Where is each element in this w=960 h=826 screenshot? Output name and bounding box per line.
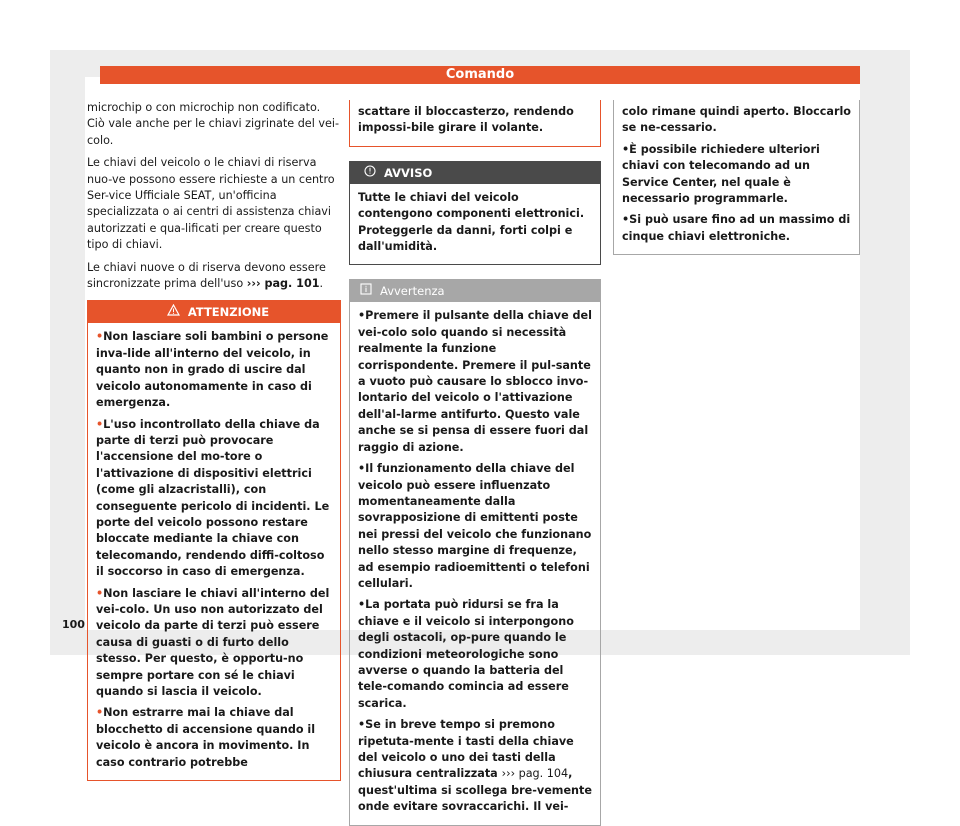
column-3 — [613, 100, 860, 255]
note-body — [350, 302, 600, 824]
warning-box-continued — [349, 100, 601, 147]
column-1 — [87, 100, 341, 781]
list-item: • È possibile richiedere ulteriori chiavi con telecomando ad un Service Center, nel quale è necessario programmarle. — [622, 142, 851, 208]
note-title: Avvertenza — [380, 284, 445, 299]
paragraph: Tutte le chiavi del veicolo contengono componenti elettronici. Proteggerle da danni, forti colpi e dall'umidità. — [358, 190, 585, 254]
note-box-continued — [613, 100, 860, 255]
list-item: • Non lasciare soli bambini o persone inva-lide all'interno del veicolo, in quanto non in grado di uscire dal veicolo autonomamente in caso di emergenza. — [96, 329, 332, 411]
warning-body-continued — [350, 100, 600, 146]
section-header: Comando — [100, 66, 860, 84]
page-reference-link[interactable]: ››› pag. 104 — [501, 767, 569, 781]
paragraph: microchip o con microchip non codificato. Ciò vale anche per le chiavi zigrinate del vei-colo. — [87, 101, 340, 147]
list-item: • L'uso incontrollato della chiave da parte di terzi può provocare l'accensione del mo-tore o l'attivazione di dispositivi elettrici (come gli alzacristalli), con conseguente pericolo di incidenti. Le porte del veicolo possono restare bloccate mediante la chiave con telecomando, rendendo diffi-coltoso il soccorso in caso di emergenza. — [96, 417, 332, 581]
warning-body — [88, 323, 340, 780]
notice-header — [350, 162, 600, 184]
paragraph: colo rimane quindi aperto. Bloccarlo se ne-cessario. — [622, 105, 851, 135]
list-item: • Premere il pulsante della chiave del vei-colo solo quando si necessità realmente la funzione corrispondente. Premere il pul-sante a vuoto può causare lo sblocco invo-lontario del veicolo o l'attivazione dell'al-larme antifurto. Questo vale anche se si pensa di essere fuori dal raggio di azione. — [358, 308, 592, 456]
warning-triangle-icon — [167, 301, 180, 323]
notice-box — [349, 161, 601, 266]
note-body-continued — [614, 100, 859, 254]
list-item: • Non lasciare le chiavi all'interno del vei-colo. Un uso non autorizzato del veicolo da parte di terzi può essere causa di guasti o di furto dello stesso. Per questo, è opportu-no sempre portare con sé le chiavi quando si lascia il veicolo. — [96, 586, 332, 701]
page-number: 100 — [62, 618, 85, 631]
paragraph: scattare il bloccasterzo, rendendo impossi-bile girare il volante. — [358, 105, 574, 135]
page-reference-link[interactable]: ››› pag. 101 — [246, 277, 320, 291]
list-item: • Se in breve tempo si premono ripetuta-mente i tasti della chiave del veicolo o uno dei tasti della chiusura centralizzata ››› pag. 104, quest'ultima si scollega bre-vemente onde evitare sovraccarichi. Il vei- — [358, 717, 592, 815]
list-item: • Si può usare fino ad un massimo di cinque chiavi elettroniche. — [622, 212, 851, 245]
column-2 — [349, 100, 601, 826]
list-item: • Non estrarre mai la chiave dal blocchetto di accensione quando il veicolo è ancora in movimento. In caso contrario potrebbe — [96, 705, 332, 771]
warning-box — [87, 300, 341, 781]
note-header — [350, 280, 600, 302]
list-item: • Il funzionamento della chiave del veicolo può essere influenzato momentaneamente dalla sovrapposizione di emittenti poste nei pressi del veicolo che funzionano nello stesso margine di frequenze, ad esempio radioemittenti o telefoni cellulari. — [358, 461, 592, 592]
notice-title: AVVISO — [384, 165, 433, 180]
paragraph: Le chiavi nuove o di riserva devono essere sincronizzate prima dell'uso ››› pag. 101. — [87, 260, 326, 291]
note-box — [349, 279, 601, 825]
info-square-icon — [360, 280, 372, 302]
notice-body — [350, 184, 600, 265]
info-circle-icon — [364, 162, 376, 184]
paragraph: Le chiavi del veicolo o le chiavi di riserva nuo-ve possono essere richieste a un centro Ser-vice Ufficiale SEAT, un'officina specializzata o ai centri di assistenza chiavi autorizzati e qua-lificati per creare questo tipo di chiavi. — [87, 156, 335, 252]
warning-header — [88, 301, 340, 323]
warning-title: ATTENZIONE — [187, 305, 270, 320]
list-item: • La portata può ridursi se fra la chiave e il veicolo si interpongono degli ostacoli, op-pure quando le condizioni meteorologiche sono avverse o quando la batteria del tele-comando comincia ad essere scarica. — [358, 597, 592, 712]
